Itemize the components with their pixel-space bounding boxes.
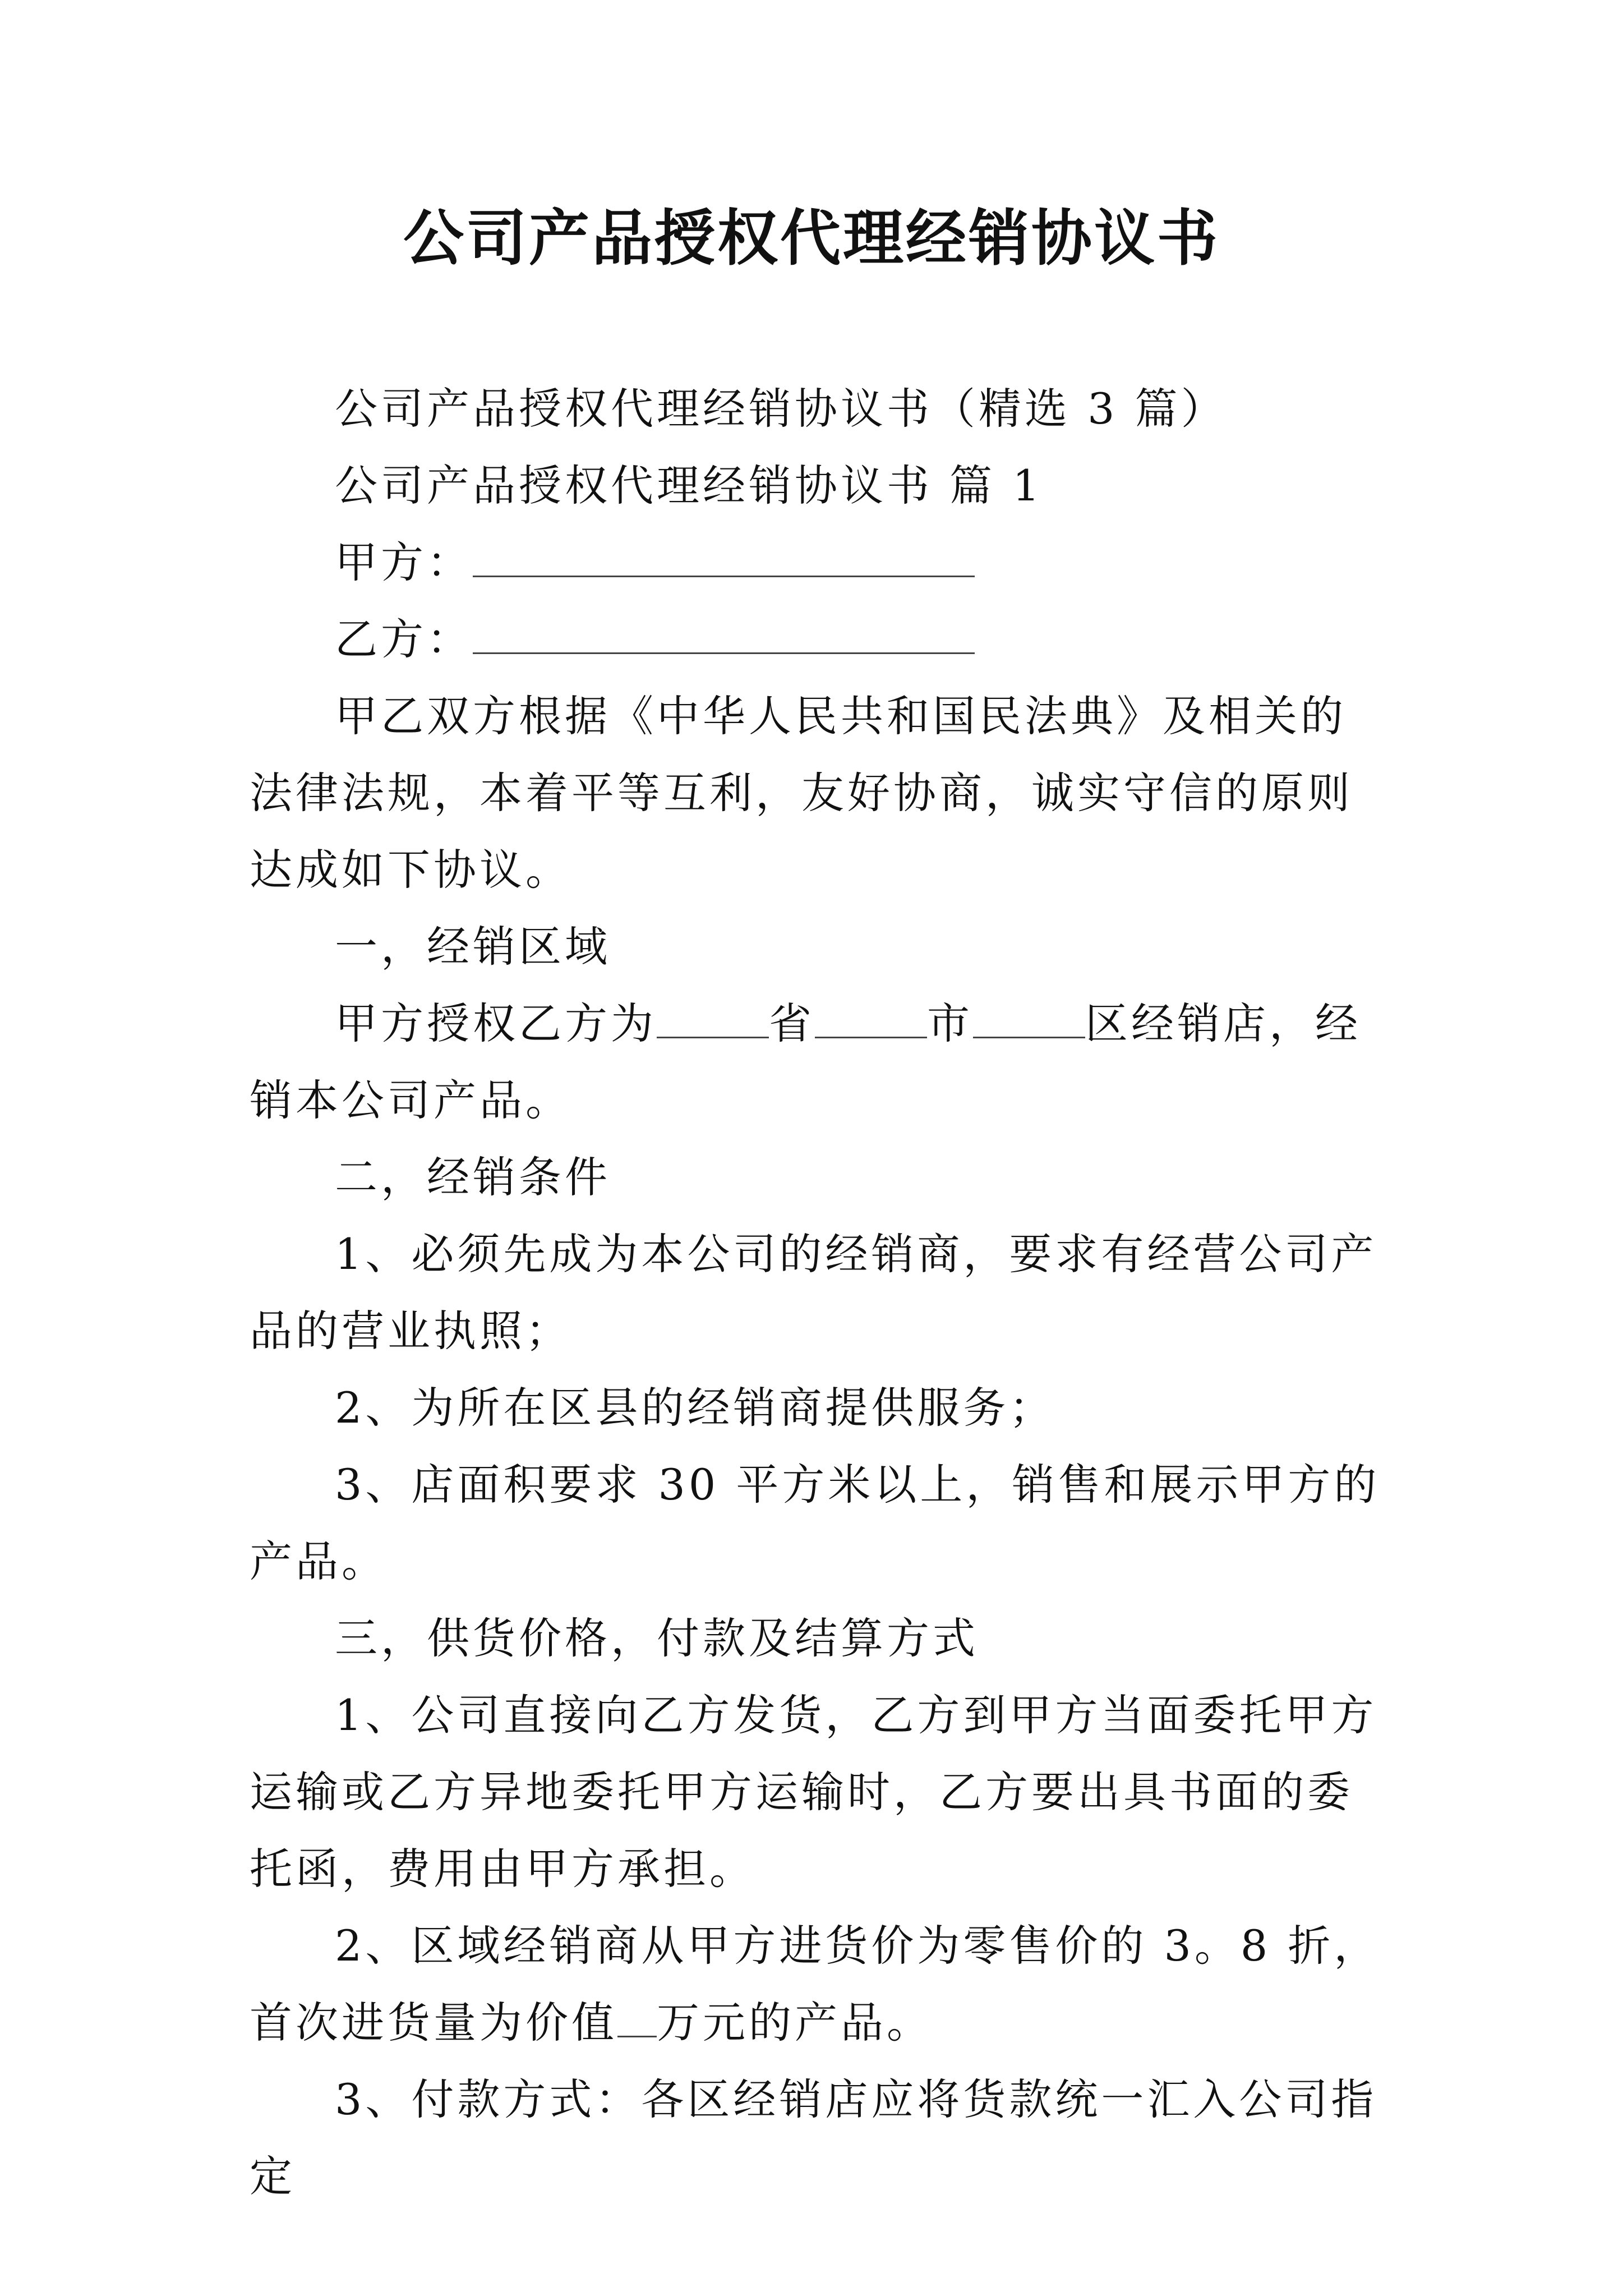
- document-title: 公司产品授权代理经销协议书: [403, 203, 1220, 274]
- party-b-label: 乙方：: [335, 614, 473, 664]
- party-a-blank[interactable]: [473, 542, 975, 577]
- section2-item2: 2、为所在区县的经销商提供服务；: [335, 1383, 1055, 1433]
- province-blank[interactable]: [657, 1003, 769, 1038]
- city-blank[interactable]: [815, 1003, 927, 1038]
- section2-heading: 二，经销条件: [335, 1152, 611, 1202]
- section3-item2-text-a: 2、区域经销商从甲方进货价为零售价的 3。8 折，首次进货量为价值: [250, 1921, 1380, 2047]
- section3-item2-text-b: 万元的产品。: [657, 1998, 933, 2047]
- amount-blank[interactable]: [617, 2002, 657, 2037]
- party-a-label: 甲方：: [335, 537, 473, 587]
- subtitle: 公司产品授权代理经销协议书（精选 3 篇）: [335, 384, 1227, 434]
- section3-item1: 1、公司直接向乙方发货，乙方到甲方当面委托甲方运输或乙方异地委托甲方运输时，乙方要出具书面的委托函，费用由甲方承担。: [250, 1690, 1377, 1894]
- section2-item1: 1、必须先成为本公司的经销商，要求有经营公司产品的营业执照；: [250, 1229, 1377, 1356]
- party-b-blank[interactable]: [473, 619, 975, 654]
- party-b-line: [250, 601, 1388, 678]
- section1-heading: 一，经销区域: [335, 922, 611, 972]
- section3-item2: [250, 1907, 1388, 2061]
- section2-item3: 3、店面积要求 30 平方米以上，销售和展示甲方的产品。: [250, 1460, 1380, 1586]
- district-blank[interactable]: [973, 1003, 1085, 1038]
- part-heading: 公司产品授权代理经销协议书 篇 1: [335, 461, 1043, 510]
- section3-heading: 三，供货价格，付款及结算方式: [335, 1613, 979, 1663]
- section1-text-c: 市: [927, 999, 973, 1048]
- section1-text-a: 甲方授权乙方为: [335, 999, 657, 1048]
- section1-text-b: 省: [769, 999, 815, 1048]
- document-body: [250, 370, 1388, 2215]
- party-a-line: [250, 524, 1388, 601]
- section1-text-d: 区经销店，经销本公司产品。: [250, 999, 1361, 1125]
- intro-paragraph: 甲乙双方根据《中华人民共和国民法典》及相关的法律法规，本着平等互利，友好协商，诚实守信的原则达成如下协议。: [250, 691, 1353, 895]
- section1-paragraph: [250, 985, 1388, 1139]
- section3-item3: 3、付款方式：各区经销店应将货款统一汇入公司指定: [250, 2074, 1377, 2201]
